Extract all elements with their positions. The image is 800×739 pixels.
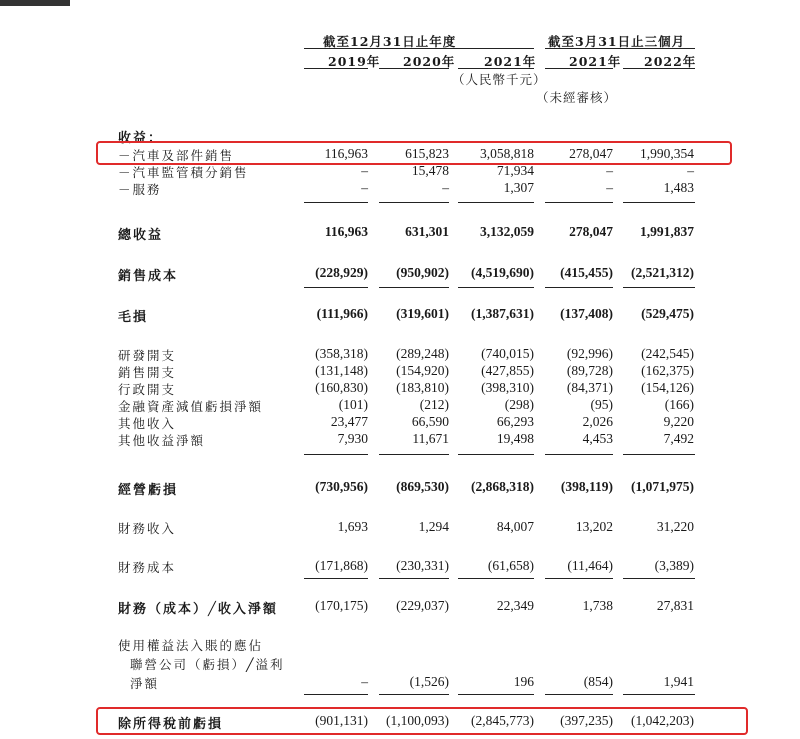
revenue-heading: 收益：: [118, 131, 164, 146]
rule-op-2019: [304, 454, 368, 455]
row-label-finance-income: 財務收入: [118, 521, 177, 536]
cell-total-revenue-2022-q1: 1,991,837: [640, 224, 694, 239]
rule-op-2021-q1: [545, 454, 613, 455]
cropped-heading-remnant: [0, 0, 70, 6]
cell-loss-before-tax-2019: (901,131): [315, 713, 368, 728]
cell-finance-costs-2021: (61,658): [487, 558, 534, 573]
cell-finance-income-2021-q1: 13,202: [575, 519, 613, 534]
cell-net-finance-2020: (229,037): [396, 598, 449, 613]
cell-impairment-2019: (101): [338, 397, 368, 412]
header-year-2020: 2020年: [403, 54, 456, 69]
header-rule-full-year: [304, 48, 534, 49]
cell-share-jv-2019: –: [361, 674, 368, 689]
cell-vehicle-sales-2022-q1: 1,990,354: [640, 146, 694, 161]
cell-credit-sales-2019: –: [361, 163, 368, 178]
rule-lbt-2019: [304, 694, 368, 695]
rule-total-2020: [379, 202, 449, 203]
cell-vehicle-sales-2020: 615,823: [405, 146, 449, 161]
header-year-2021-q1: 2021年: [569, 54, 622, 69]
cell-impairment-2022-q1: (166): [664, 397, 694, 412]
cell-selling-2021: (427,855): [481, 363, 534, 378]
cell-credit-sales-2022-q1: –: [687, 163, 694, 178]
cell-rd-2021: (740,015): [481, 346, 534, 361]
unaudited-note: （未經審核）: [536, 90, 618, 105]
cell-share-jv-2022-q1: 1,941: [663, 674, 694, 689]
cell-selling-2021-q1: (89,728): [566, 363, 613, 378]
cell-total-revenue-2021: 3,132,059: [480, 224, 534, 239]
cell-admin-2021-q1: (84,371): [566, 380, 613, 395]
cell-rd-2021-q1: (92,996): [566, 346, 613, 361]
rule-total-2021-q1: [545, 202, 613, 203]
cell-finance-income-2021: 84,007: [496, 519, 534, 534]
cell-rd-2020: (289,248): [396, 346, 449, 361]
rule-netfin-2022-q1: [623, 578, 695, 579]
rule-lbt-2022-q1: [623, 694, 695, 695]
cell-other-income-2020: 66,590: [411, 414, 449, 429]
rule-lbt-2021-q1: [545, 694, 613, 695]
cell-other-income-2022-q1: 9,220: [663, 414, 694, 429]
cell-selling-2022-q1: (162,375): [641, 363, 694, 378]
row-label-finance-costs: 財務成本: [118, 560, 177, 575]
rule-gross-2021-q1: [545, 287, 613, 288]
cell-services-2020: –: [442, 180, 449, 195]
cell-credit-sales-2020: 15,478: [411, 163, 449, 178]
rule-total-2021: [458, 202, 534, 203]
cell-finance-costs-2021-q1: (11,464): [567, 558, 613, 573]
rule-netfin-2020: [379, 578, 449, 579]
row-label-share-jv-line2: 聯營公司（虧損）╱溢利: [130, 657, 285, 672]
cell-services-2021-q1: –: [606, 180, 613, 195]
rule-gross-2021: [458, 287, 534, 288]
cell-operating-loss-2021-q1: (398,119): [560, 479, 613, 494]
cell-other-gains-2019: 7,930: [337, 431, 368, 446]
row-label-other-gains: 其他收益淨額: [118, 433, 206, 448]
cell-cost-of-sales-2022-q1: (2,521,312): [631, 265, 694, 280]
header-underline-2019: [304, 68, 368, 69]
row-label-loss-before-tax: 除所得稅前虧損: [118, 717, 224, 732]
cell-share-jv-2021: 196: [513, 674, 534, 689]
row-label-gross-loss: 毛損: [118, 310, 149, 325]
cell-cost-of-sales-2019: (228,929): [315, 265, 368, 280]
cell-finance-costs-2019: (171,868): [315, 558, 368, 573]
cell-credit-sales-2021: 71,934: [496, 163, 534, 178]
cell-operating-loss-2021: (2,868,318): [471, 479, 534, 494]
header-underline-2021: [458, 68, 534, 69]
header-year-2022-q1: 2022年: [644, 54, 697, 69]
cell-rd-2019: (358,318): [315, 346, 368, 361]
row-label-share-jv-line3: 淨額: [130, 676, 160, 691]
rule-op-2021: [458, 454, 534, 455]
rule-netfin-2019: [304, 578, 368, 579]
cell-other-gains-2020: 11,671: [412, 431, 449, 446]
cell-admin-2021: (398,310): [481, 380, 534, 395]
cell-loss-before-tax-2021: (2,845,773): [471, 713, 534, 728]
cell-selling-2020: (154,920): [396, 363, 449, 378]
cell-vehicle-sales-2021: 3,058,818: [480, 146, 534, 161]
rule-netfin-2021-q1: [545, 578, 613, 579]
row-label-rd-expenses: 研發開支: [118, 348, 177, 363]
cell-finance-income-2020: 1,294: [418, 519, 449, 534]
cell-services-2019: –: [361, 180, 368, 195]
cell-net-finance-2021: 22,349: [496, 598, 534, 613]
cell-net-finance-2021-q1: 1,738: [582, 598, 613, 613]
rule-gross-2019: [304, 287, 368, 288]
row-label-other-income: 其他收入: [118, 416, 177, 431]
rule-op-2020: [379, 454, 449, 455]
cell-finance-costs-2020: (230,331): [396, 558, 449, 573]
row-label-impairment: 金融資產減值虧損淨額: [118, 399, 264, 414]
cell-credit-sales-2021-q1: –: [606, 163, 613, 178]
cell-operating-loss-2022-q1: (1,071,975): [631, 479, 694, 494]
cell-gross-loss-2022-q1: (529,475): [641, 306, 694, 321]
cell-gross-loss-2019: (111,966): [316, 306, 368, 321]
header-year-2019: 2019年: [328, 54, 381, 69]
rule-gross-2020: [379, 287, 449, 288]
cell-rd-2022-q1: (242,545): [641, 346, 694, 361]
header-year-2021: 2021年: [484, 54, 537, 69]
row-label-operating-loss: 經營虧損: [118, 483, 179, 498]
rule-gross-2022-q1: [623, 287, 695, 288]
cell-operating-loss-2020: (869,530): [396, 479, 449, 494]
cell-impairment-2020: (212): [419, 397, 449, 412]
cell-gross-loss-2021-q1: (137,408): [560, 306, 613, 321]
cell-services-2022-q1: 1,483: [663, 180, 694, 195]
row-label-services: －服務: [118, 182, 162, 197]
cell-loss-before-tax-2021-q1: (397,235): [560, 713, 613, 728]
rule-total-2019: [304, 202, 368, 203]
cell-cost-of-sales-2021: (4,519,690): [471, 265, 534, 280]
currency-note: （人民幣千元）: [452, 72, 547, 87]
header-underline-2021-q1: [545, 68, 613, 69]
cell-other-gains-2021-q1: 4,453: [582, 431, 613, 446]
rule-netfin-2021: [458, 578, 534, 579]
cell-share-jv-2020: (1,526): [409, 674, 449, 689]
rule-lbt-2020: [379, 694, 449, 695]
cell-services-2021: 1,307: [503, 180, 534, 195]
row-label-vehicle-sales: －汽車及部件銷售: [118, 148, 235, 163]
cell-share-jv-2021-q1: (854): [583, 674, 613, 689]
header-underline-2022-q1: [623, 68, 695, 69]
cell-finance-income-2022-q1: 31,220: [656, 519, 694, 534]
cell-other-gains-2021: 19,498: [496, 431, 534, 446]
row-label-credit-sales: －汽車監管積分銷售: [118, 165, 249, 180]
cell-total-revenue-2020: 631,301: [405, 224, 449, 239]
cell-finance-costs-2022-q1: (3,389): [654, 558, 694, 573]
cell-loss-before-tax-2022-q1: (1,042,203): [631, 713, 694, 728]
header-underline-2020: [379, 68, 449, 69]
rule-lbt-2021: [458, 694, 534, 695]
row-label-total-revenue: 總收益: [118, 228, 164, 243]
row-label-admin-expenses: 行政開支: [118, 382, 177, 397]
cell-loss-before-tax-2020: (1,100,093): [386, 713, 449, 728]
cell-cost-of-sales-2021-q1: (415,455): [560, 265, 613, 280]
row-label-share-jv-line1: 使用權益法入賬的應佔: [118, 638, 264, 653]
cell-impairment-2021: (298): [504, 397, 534, 412]
cell-selling-2019: (131,148): [315, 363, 368, 378]
cell-impairment-2021-q1: (95): [590, 397, 613, 412]
cell-total-revenue-2019: 116,963: [324, 224, 368, 239]
cell-other-income-2021: 66,293: [496, 414, 534, 429]
row-label-cost-of-sales: 銷售成本: [118, 269, 179, 284]
cell-gross-loss-2020: (319,601): [396, 306, 449, 321]
cell-admin-2022-q1: (154,126): [641, 380, 694, 395]
header-full-year: 截至12月31日止年度: [323, 34, 457, 49]
cell-finance-income-2019: 1,693: [337, 519, 368, 534]
cell-gross-loss-2021: (1,387,631): [471, 306, 534, 321]
rule-op-2022-q1: [623, 454, 695, 455]
cell-operating-loss-2019: (730,956): [315, 479, 368, 494]
cell-admin-2020: (183,810): [396, 380, 449, 395]
rule-total-2022-q1: [623, 202, 695, 203]
row-label-net-finance: 財務（成本）╱收入淨額: [118, 602, 278, 617]
row-label-selling-expenses: 銷售開支: [118, 365, 177, 380]
cell-cost-of-sales-2020: (950,902): [396, 265, 449, 280]
cell-total-revenue-2021-q1: 278,047: [569, 224, 613, 239]
cell-net-finance-2019: (170,175): [315, 598, 368, 613]
cell-admin-2019: (160,830): [315, 380, 368, 395]
cell-other-gains-2022-q1: 7,492: [663, 431, 694, 446]
header-three-months: 截至3月31日止三個月: [548, 34, 686, 49]
cell-vehicle-sales-2021-q1: 278,047: [569, 146, 613, 161]
cell-other-income-2019: 23,477: [330, 414, 368, 429]
cell-other-income-2021-q1: 2,026: [582, 414, 613, 429]
cell-net-finance-2022-q1: 27,831: [656, 598, 694, 613]
header-rule-three-months: [545, 48, 695, 49]
cell-vehicle-sales-2019: 116,963: [324, 146, 368, 161]
